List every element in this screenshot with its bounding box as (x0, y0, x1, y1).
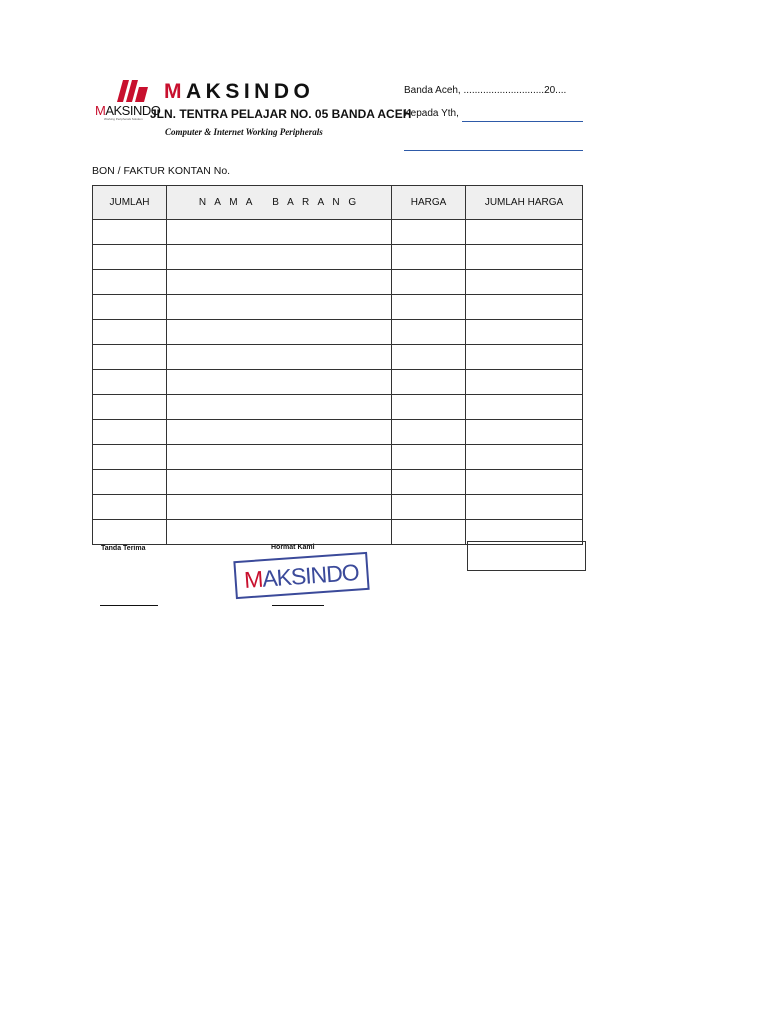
table-row (93, 220, 583, 245)
column-header-jumlah: JUMLAH (93, 186, 167, 220)
company-name: MAKSINDO (164, 80, 315, 103)
table-row (93, 470, 583, 495)
item-name-cell[interactable] (167, 245, 392, 270)
qty-cell[interactable] (93, 320, 167, 345)
qty-cell[interactable] (93, 470, 167, 495)
subtotal-cell[interactable] (466, 370, 583, 395)
sender-signature-line[interactable] (272, 605, 324, 606)
qty-cell[interactable] (93, 245, 167, 270)
item-name-cell[interactable] (167, 395, 392, 420)
price-cell[interactable] (392, 245, 466, 270)
table-row (93, 245, 583, 270)
item-name-cell[interactable] (167, 345, 392, 370)
price-cell[interactable] (392, 495, 466, 520)
item-name-cell[interactable] (167, 220, 392, 245)
qty-cell[interactable] (93, 220, 167, 245)
invoice-table (92, 185, 583, 545)
price-cell[interactable] (392, 345, 466, 370)
qty-cell[interactable] (93, 495, 167, 520)
subtotal-cell[interactable] (466, 320, 583, 345)
table-row (93, 445, 583, 470)
price-cell[interactable] (392, 320, 466, 345)
table-header-row (93, 186, 583, 220)
item-name-cell[interactable] (167, 320, 392, 345)
column-header-jumlah-harga: JUMLAH HARGA (466, 186, 583, 220)
column-header-harga: HARGA (392, 186, 466, 220)
receiver-signature-label: Tanda Terima (101, 545, 146, 552)
item-name-cell[interactable] (167, 420, 392, 445)
item-name-cell[interactable] (167, 270, 392, 295)
recipient-line-2[interactable] (404, 150, 583, 151)
price-cell[interactable] (392, 220, 466, 245)
qty-cell[interactable] (93, 395, 167, 420)
small-company-logo: MAKSINDO (95, 103, 161, 118)
price-cell[interactable] (392, 295, 466, 320)
price-cell[interactable] (392, 270, 466, 295)
qty-cell[interactable] (93, 295, 167, 320)
receiver-signature-line[interactable] (100, 605, 158, 606)
price-cell[interactable] (392, 470, 466, 495)
qty-cell[interactable] (93, 370, 167, 395)
subtotal-cell[interactable] (466, 245, 583, 270)
grand-total-cell[interactable] (467, 541, 586, 571)
subtotal-cell[interactable] (466, 395, 583, 420)
stamp-first-letter: M (243, 565, 264, 593)
table-row (93, 345, 583, 370)
subtotal-cell[interactable] (466, 445, 583, 470)
sender-signature-label: Hormat Kami (271, 544, 315, 551)
item-name-cell[interactable] (167, 495, 392, 520)
qty-cell[interactable] (93, 270, 167, 295)
qty-cell[interactable] (93, 445, 167, 470)
subtotal-cell[interactable] (466, 220, 583, 245)
date-field[interactable]: Banda Aceh, .............................20.... (404, 85, 567, 96)
recipient-label: Kepada Yth, (404, 108, 459, 119)
price-cell[interactable] (392, 420, 466, 445)
item-name-cell[interactable] (167, 470, 392, 495)
table-row (93, 295, 583, 320)
item-name-cell[interactable] (167, 295, 392, 320)
qty-cell[interactable] (93, 520, 167, 545)
column-header-nama-barang: N A M A B A R A N G (167, 186, 392, 220)
stamp-text: AKSINDO (261, 559, 360, 592)
item-name-cell[interactable] (167, 520, 392, 545)
document-title: BON / FAKTUR KONTAN No. (92, 165, 231, 177)
table-row (93, 495, 583, 520)
subtotal-cell[interactable] (466, 270, 583, 295)
table-row (93, 370, 583, 395)
qty-cell[interactable] (93, 345, 167, 370)
subtotal-cell[interactable] (466, 295, 583, 320)
item-name-cell[interactable] (167, 445, 392, 470)
price-cell[interactable] (392, 445, 466, 470)
table-row (93, 270, 583, 295)
subtotal-cell[interactable] (466, 470, 583, 495)
table-row (93, 395, 583, 420)
svg-text:MAKSINDO (243, 559, 359, 593)
price-cell[interactable] (392, 520, 466, 545)
subtotal-cell[interactable] (466, 495, 583, 520)
company-logo-icon (115, 79, 151, 103)
company-tagline: Computer & Internet Working Peripherals (165, 127, 323, 137)
company-address: JLN. TENTRA PELAJAR NO. 05 BANDA ACEH (150, 107, 412, 121)
price-cell[interactable] (392, 370, 466, 395)
subtotal-cell[interactable] (466, 420, 583, 445)
table-row (93, 320, 583, 345)
company-stamp (233, 551, 370, 599)
qty-cell[interactable] (93, 420, 167, 445)
table-row (93, 420, 583, 445)
recipient-line-1[interactable] (462, 121, 583, 122)
price-cell[interactable] (392, 395, 466, 420)
subtotal-cell[interactable] (466, 345, 583, 370)
small-logo-tagline: Working Peripherals Solution (104, 117, 143, 121)
item-name-cell[interactable] (167, 370, 392, 395)
